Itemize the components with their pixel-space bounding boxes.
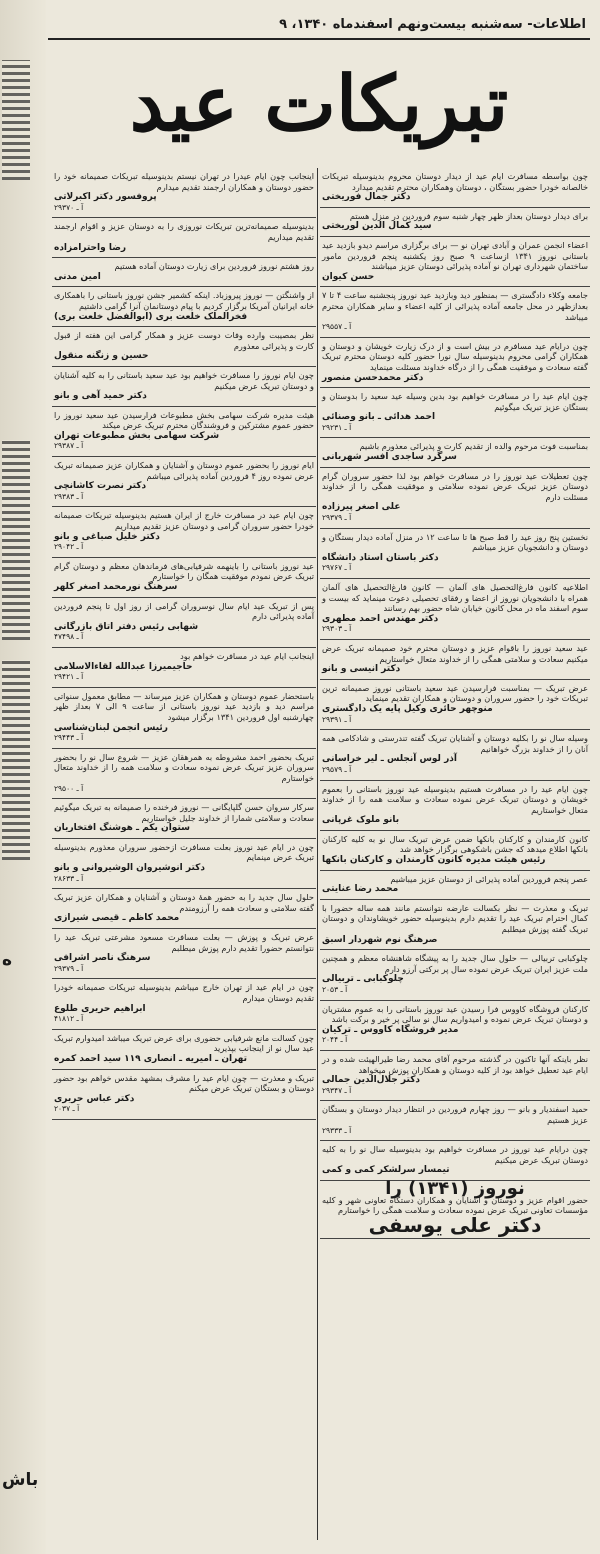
notice-item <box>52 407 316 457</box>
notice-item <box>52 598 316 648</box>
notice-body: چون کسالت مانع شرفیابی حضوری برای عرض تبریک میباشد امیدوارم تبریک عید سال نو از اینجانب بپذیرید <box>54 1032 314 1054</box>
notice-item <box>320 287 590 337</box>
notice-item <box>52 889 316 929</box>
notice-signature: تهران ـ امیریه ـ انصاری ۱۱۹ سید احمد کمره <box>54 1053 248 1064</box>
notice-body: وسیله سال نو را بکلیه دوستان و آشنایان تبریک گفته تندرستی و شادکامی همه آنان را از خداوند بزرگ خواهانیم <box>322 733 588 754</box>
notice-body: هیئت مدیره شرکت سهامی بخش مطبوعات فرارسیدن عید سعید نوروز را حضور عموم مشترکین و فروشندگان محترم تبریک عرض میکند <box>54 409 314 431</box>
notice-code: آ ـ ۲۹۳۳۳ <box>322 1125 352 1135</box>
notice-body: اینجانب چون ایام عیدرا در تهران نیستم بدینوسیله تبریکات صمیمانه خود را حضور دوستان و همکاران ارجمند تقدیم میدارم <box>54 171 314 192</box>
notice-item <box>52 749 316 799</box>
notice-code: آ ـ ۲۹۰۴۲ <box>54 542 84 552</box>
notice-signature: دکتر باستان استاد دانشگاه <box>322 552 439 563</box>
notice-signature: آذر لوس آنجلس ـ لیر خراسانی <box>322 754 457 765</box>
page-header: اطلاعات- سه‌شنبه بیست‌و‌نهم اسفندماه ۱۳۴۰، ۹ <box>48 12 590 40</box>
notice-code: آ ـ ۲۹۵۵۷ <box>322 322 352 332</box>
notice-item <box>52 1070 316 1120</box>
notice-code: آ ـ ۲۹۳۷۹ <box>54 963 84 973</box>
notice-signature: حسین و زنگنه منقول <box>54 351 149 362</box>
notice-signature: ستوان یکم ـ هوشنگ افتخاریان <box>54 823 190 834</box>
notice-signature: احمد هدائی ـ بانو وصنائی <box>322 412 436 423</box>
notice-signature: حسن کیوان <box>322 271 375 282</box>
notice-signature: منوچهر حائری وکیل پایه یک دادگستری <box>322 703 493 714</box>
notice-body: ایام نوروز را بحضور عموم دوستان و آشنایان و همکاران عزیز صمیمانه تبریک عرض نموده روز ۴ فروردین آماده پذیرائی میباشم <box>54 460 314 481</box>
notice-body: چون در ایام عید از تهران خارج میباشم بدینوسیله تبریکات صمیمانه خودرا تقدیم دوستان میدارم <box>54 982 314 1003</box>
notice-code: آ ـ ۲۹۴۲۱ <box>54 672 84 682</box>
notice-item <box>52 688 316 749</box>
notice-body: تبریک و معذرت — نظر بکسالت عارضه نتوانستم مانند همه ساله حضورا با کمال احترام تبریک عید را تقدیم دارم بدینوسیله حضور خویشاوندان و دوستان تبریک گفته پوزش میطلبم <box>322 902 588 935</box>
notice-item <box>320 529 590 579</box>
notice-item <box>52 287 316 327</box>
notice-body: پس از تبریک عید ایام سال نوسروران گرامی از روز اول تا پنجم فروردین آماده پذیرائی دارم <box>54 600 314 622</box>
notice-signature: حاجیمیرزا عبدالله لقاءالاسلامی <box>54 661 193 672</box>
notice-body: تبریک و معذرت — چون ایام عید را مشرف بمشهد مقدس خواهم بود حضور دوستان و بستگان تبریک عرض میکنم <box>54 1072 314 1094</box>
notice-signature: مدیر فروشگاه کاووس ـ ترکیان <box>322 1024 459 1035</box>
notice-body: چون درایام عید مسافرم در بیش است و از درک زیارت خویشان و دوستان و همکاران گرامی محروم بدینوسیله سال نورا حضور کلیه دوستان محترم تبریک گفته سعادت و موفقیت همگی را از درگاه خداوند مسئلت مینماید <box>322 340 588 372</box>
notice-body: کانون کارمندان و کارکنان بانکها ضمن عرض تبریک سال نو به کلیه کارکنان بانکها اطلاع میدهد که جشن باشکوهی برگزار خواهد شد <box>322 833 588 855</box>
notice-signature: دکتر مهندس احمد مطهری <box>322 613 439 624</box>
notice-signature: امین مدنی <box>54 271 101 282</box>
notice-body: عصر پنجم فروردین آماده پذیرائی از دوستان عزیز میباشیم <box>390 873 588 884</box>
notice-code: آ ـ ۲۸۶۳۳ <box>54 873 84 883</box>
notice-item <box>320 468 590 529</box>
left-margin <box>0 0 46 1554</box>
notice-body: از واشنگتن — نوروز پیروزباد. اینکه کشمیر جشن نوروز باستانی را باهمکاری خانه ایرانیان آمریکا برگزار کردیم با پیام دوستانمان آنرا گرامی داشتیم <box>54 290 314 311</box>
notice-code: آ ـ ۲۹۳۸۷ <box>54 441 84 451</box>
notice-item <box>320 579 590 640</box>
notice-item <box>320 1051 590 1101</box>
notice-signature: دکتر جلال‌الدین جمالی <box>322 1075 421 1086</box>
notice-body: کارکنان فروشگاه کاووس فرا رسیدن عید نوروز باستانی را به عموم مشتریان و دوستان تبریک عرض نموده و امیدواریم سال نو سالی پر خیر و برکت باشد <box>322 1003 588 1025</box>
notice-item <box>320 950 590 1000</box>
notice-item <box>320 388 590 438</box>
notice-code: آ ـ ۲۰۳۷ <box>54 1104 80 1114</box>
margin-fragment: باش <box>2 1470 39 1490</box>
notice-item <box>320 237 590 287</box>
notice-item <box>52 168 316 218</box>
notice-item <box>320 680 590 730</box>
notice-code: آ ـ ۲۹۳۴۷ <box>322 1085 352 1095</box>
notice-item <box>52 218 316 258</box>
notice-code: آ ـ ۲۹۲۳۱ <box>322 422 352 432</box>
notice-code: آ ـ ۲۰۴۴ <box>322 1035 348 1045</box>
ornament-border <box>2 660 30 860</box>
notice-item <box>320 871 590 900</box>
notice-body: باستحضار عموم دوستان و همکاران عزیز میرساند — مطابق معمول سنواتی مراسم دید و بازدید عید نوروز باستانی از ساعت ۹ الی ۷ بعداز ظهر چهارشنبه اول فروردین ۱۳۴۱ برگزار میشود <box>54 690 314 722</box>
notice-item <box>320 1141 590 1181</box>
notice-item <box>320 730 590 780</box>
notice-signature: ابراهیم حریری طلوع <box>54 1003 146 1014</box>
notice-signature: علی اصغر پیرزاده <box>322 502 401 513</box>
notice-item <box>52 979 316 1029</box>
notice-body: اینجانب ایام عید در مسافرت خواهم بود <box>180 650 314 661</box>
nowruz-heading: نوروز (۱۳۴۱) را <box>385 1177 525 1199</box>
notice-code: آ ـ ۲۹۵۷۹ <box>322 764 352 774</box>
notice-signature: دکتر عباس حریری <box>54 1093 135 1104</box>
notice-signature: فخرالملک خلعت بری (ابوالفضل خلعت بری) <box>54 311 248 322</box>
notice-code: آ ـ ۲۹۳۰۳ <box>322 624 352 634</box>
notice-signature: رئیس انجمن لبنان‌شناسی <box>54 722 168 733</box>
notice-item <box>320 1101 590 1141</box>
notice-body: سرکار سروان حسن گلپایگانی — نوروز فرخنده را صمیمانه به تبریک میگوئیم سعادت و سلامتی شمارا از خداوند جلیل خواستاریم <box>54 802 314 823</box>
notice-item <box>320 831 590 871</box>
notice-signature: چلوکبابی ـ تربیالی <box>322 974 404 985</box>
notice-code: آ ـ ۲۹۷۶۷ <box>322 563 352 573</box>
column-divider <box>317 168 318 1540</box>
notice-body: چون ایام عید را در مسافرت خواهیم بود بدین وسیله عید سعید را بدوستان و بستگان عزیز تبریک میگوئیم <box>322 391 588 412</box>
left-column <box>52 168 316 1540</box>
notice-item <box>320 781 590 831</box>
notice-code: آ ـ ۴۷۴۹۸ <box>54 632 84 642</box>
notice-signature: سید کمال الدین لوریختی <box>322 221 432 232</box>
notice-code: آ ـ ۲۹۳۸۳ <box>54 491 84 501</box>
notice-signature: سرگرد ساجدی افسر شهربانی <box>322 452 457 463</box>
notice-code: آ ـ ۲۹۳۷۰ <box>54 202 84 212</box>
notice-body: برای دیدار دوستان بعداز ظهر چهار شنبه سوم فروردین در منزل هستم <box>349 210 588 221</box>
notice-signature: دکتر خلیل صباغی و بانو <box>54 531 160 542</box>
notice-signature: سرهنگ نورمحمد اصغر کلهر <box>54 582 178 592</box>
notice-body: تبریک بحضور احمد مشروطه به همرهقان عزیز — شروع سال نو را بحضور سروران عزیز تبریک عرض نموده سعادت و سلامت همه را از خداوند متعال خواستارم <box>54 751 314 783</box>
notice-code: آ ـ ۲۹۴۴۳ <box>54 733 84 743</box>
notice-item <box>52 558 316 598</box>
notice-signature: شرکت سهامی بخش مطبوعات تهران <box>54 430 220 441</box>
notice-signature: دکتر نصرت کاشانچی <box>54 481 147 492</box>
notice-body: حمید اسفندیار و بانو — روز چهارم فروردین در انتظار دیدار دوستان و بستگان عزیز هستیم <box>322 1104 588 1125</box>
notice-code: آ ـ ۴۱۸۱۲ <box>54 1014 84 1024</box>
notice-item <box>52 327 316 367</box>
notice-body: عرض تبریک — بمناسبت فرارسیدن عید سعید باستانی نوروز صمیمانه ترین تبریکات خود را حضور سروران و دوستان و همکاران تقدیم مینماید <box>322 682 588 704</box>
notice-item <box>52 507 316 557</box>
notice-signature: صرهنگ نوم شهردار اسبق <box>322 934 438 945</box>
notice-item <box>320 168 590 208</box>
notice-body: بمناسبت فوت مرحوم والده از تقدیم کارت و پذیرائی معذورم باشیم <box>359 441 588 452</box>
notice-body: نظر بمصیبت وارده وفات دوست عزیز و همکار گرامی این هفته از قبول کارت و پذیرائی معذورم <box>54 330 314 351</box>
notice-code: آ ـ ۲۰۵۳ <box>322 985 348 994</box>
notice-body: عید نوروز باستانی را باینهمه شرفیابی‌های فرماندهان معظم و دوستان گرام تبریک عرض نمودم موفقیت همگان را خواستارم <box>54 560 314 582</box>
notice-body: عرض تبریک و پوزش — بعلت مسافرت مسعود مشرعتی تبریک عید را نتوانستم حضورا تقدیم دارم پوزش میطلبم <box>54 932 314 953</box>
ornament-border <box>2 440 30 640</box>
notice-signature: دکتر حمید آهی و بانو <box>54 391 147 402</box>
notice-item <box>320 640 590 680</box>
notice-signature: دکتر انوشیروان الوشیروانی و بانو <box>54 863 206 874</box>
notice-body: چون ایام نوروز را مسافرت خواهیم بود عید سعید باستانی را به کلیه آشنایان و دوستان تبریک عرض میکنیم <box>54 369 314 391</box>
margin-fragment: ه <box>2 950 13 970</box>
notice-body: چلوکبابی تربیالی — حلول سال جدید را به پیشگاه شاهنشاه معظم و همچنین ملت عزیز ایران تبریک عرض نموده سال پر برکتی آرزو دارم <box>322 953 588 974</box>
notice-item <box>52 1030 316 1070</box>
notice-body: حلول سال جدید را به حضور همهٔ دوستان و آشنایان و همکاران عزیز تبریک گفته سلامتی و سعادت همه را آرزومندم <box>54 892 314 913</box>
notice-item <box>52 799 316 839</box>
notice-item <box>52 367 316 407</box>
notice-code: آ ـ ۲۹۳۹۱ <box>322 714 352 724</box>
notice-signature: رضا واحترامزاده <box>54 242 127 253</box>
notice-body: چون بواسطه مسافرت ایام عید از دیدار دوستان محروم بدینوسیله تبریکات خالصانه خودرا حضور بستگان ، دوستان وهمکاران محترم تقدیم میدارد <box>322 171 588 192</box>
notice-body: عید سعید نوروز را باقوام عزیز و دوستان محترم خود صمیمانه تبریک عرض میکنیم سعادت و سلامتی همگی را از خداوند متعال خواستاریم <box>322 642 588 664</box>
right-column <box>320 168 590 1540</box>
notice-body: حضور اقوام عزیز و دوستان و آشنایان و همکاران دستگاه تعاونی شهر و کلیه مؤسسات تعاونی تبریک عرض نموده سعادت و سلامت همگی را خواستارم <box>322 1194 588 1216</box>
notice-code: آ ـ ۲۹۵۰۰ <box>54 783 84 793</box>
notice-body: چون درایام عید نوروز در مسافرت خواهیم بود بدینوسیله سال نو را به کلیه دوستان تبریک عرض میکنیم <box>322 1144 588 1165</box>
ornament-border <box>2 60 30 180</box>
notice-body: چون ایام عید در مسافرت خارج از ایران هستیم بدینوسیله تبریکات صمیمانه خودرا حضور سروران گرامی و دوستان عزیز تقدیم میداریم <box>54 510 314 532</box>
notice-signature: دکتر علی یوسفی <box>368 1212 542 1237</box>
notice-signature: پروفسور دکتر اکبرلاتی <box>54 192 157 203</box>
notice-signature: بانو ملوک غرپانی <box>322 815 400 826</box>
notice-code: آ ـ ۲۹۳۷۹ <box>322 513 352 523</box>
notice-item <box>52 839 316 889</box>
page-title: تبریکات عید <box>129 58 509 148</box>
notice-item <box>52 258 316 287</box>
notice-item <box>320 438 590 467</box>
notice-signature: دکتر جمال فوریختی <box>322 192 411 203</box>
notice-signature: تیمسار سرلشکر کمی و کمی <box>322 1165 450 1176</box>
notice-item <box>52 457 316 507</box>
notice-body: نخستین پنج روز عید را قط صبح ها تا ساعت ۱۲ در منزل آماده دیدار بستگان و دوستان و دانشجویان عزیز میباشم <box>322 531 588 553</box>
notice-item <box>320 338 590 388</box>
notice-signature: سرهنگ ناصر اشرافی <box>54 953 151 964</box>
notice-signature: محمد رضا عنایتی <box>322 884 399 895</box>
notice-body: جامعه وکلاء دادگستری — بمنظور دید وبازدید عید نوروز پنجشنبه ساعت ۴ تا ۷ بعدازظهر در محل جامعه آماده پذیرائی از کلیه اعضاء و سایر همکاران محترم میباشد <box>322 290 588 322</box>
notice-body: نظر باینکه آنها تاکنون در گذشته مرحوم آقای محمد رضا طیرالهیئت شده و در ایام عید تعطیل خواهد بود از کلیه دوستان و همکاران پوزش میخواهد <box>322 1053 588 1075</box>
notice-signature: محمد کاظم ـ قیصی شیرازی <box>54 913 180 924</box>
closing-notice <box>320 1177 590 1239</box>
notice-item <box>320 900 590 950</box>
notice-body: اطلاعیه کانون فارغ‌التحصیل های آلمان — کانون فارغ‌التحصیل های آلمان همراه با دانشجویان نوروز از اعضا و رفقای تحصیلی دعوت مینماید که بیست و سوم اسفند ماه در محل کانون خیابان شاه حضور بهم رسانند <box>322 582 588 614</box>
notice-body: چون ایام عید را در مسافرت هستیم بدینوسیله عید نوروز باستانی را بعموم خویشان و دوستان تبریک عرض نموده سعادت و سلامت همه را از خداوند متعال خواستاریم <box>322 783 588 815</box>
notice-signature: دکتر انیسی و بانو <box>322 664 401 675</box>
notice-signature: دکتر محمدحسن منصور <box>322 372 424 383</box>
notice-body: چون تعطیلات عید نوروز را در مسافرت خواهم بود لذا حضور سروران گرام دوستان عزیز تبریک عرض نموده سلامتی و موفقیت همگی را از خداوند مسئلت دارم <box>322 470 588 502</box>
notice-item <box>320 208 590 237</box>
notice-item <box>52 648 316 688</box>
notice-item <box>320 1001 590 1051</box>
notice-body: اعضاء انجمن عمران و آبادی تهران نو — برای برگزاری مراسم دیدو بازدید عید باستانی نوروز ۱۳۴۱ ازساعت ۹ صبح روز یکشنبه پنجم فروردین مامور ساختمان شهرداری تهران نو آماده پذیرائی دوستان عزیز میباشند <box>322 239 588 272</box>
notice-signature: رئیس هیئت مدیره کانون کارمندان و کارکنان بانکها <box>322 855 546 866</box>
notice-body: بدینوسیله صمیمانه‌ترین تبریکات نوروزی را به دوستان عزیز و اقوام ارجمند تقدیم میداریم <box>54 221 314 242</box>
notice-item <box>52 929 316 979</box>
notice-signature: شهابی رئیس دفتر اتاق بازرگانی <box>54 621 199 632</box>
notice-body: چون در ایام عید نوروز بعلت مسافرت ازحضور سروران معذورم بدینوسیله تبریک عرض مینمایم <box>54 841 314 863</box>
notice-body: روز هشتم نوروز فروردین برای زیارت دوستان آماده هستیم <box>114 261 314 272</box>
